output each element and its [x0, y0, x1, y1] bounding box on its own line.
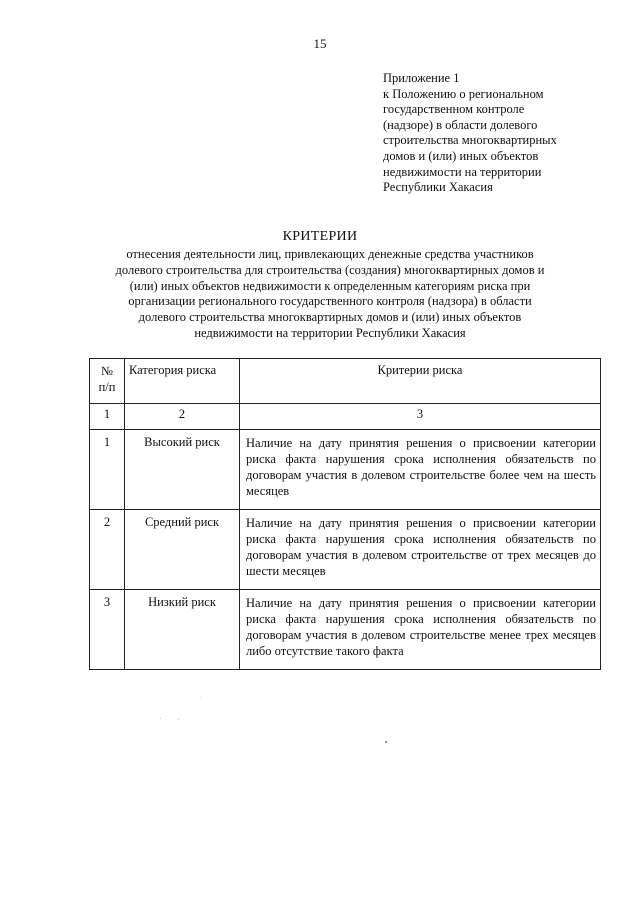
- risk-criteria: Наличие на дату принятия решения о присвоении категории риска факта нарушения срока исполнения обязательств по договорам участия в долевом строительстве более чем на шесть месяцев: [240, 430, 601, 510]
- scan-speck: [160, 718, 161, 719]
- appendix-line: недвижимости на территории: [383, 164, 542, 179]
- table-row: [90, 590, 601, 670]
- document-title: КРИТЕРИИ: [282, 229, 358, 244]
- appendix-line: Приложение 1: [383, 71, 460, 85]
- subtitle-line: отнесения деятельности лиц, привлекающих денежные средства участников: [126, 247, 534, 261]
- subtitle-line: долевого строительства для строительства (создания) многоквартирных домов и: [115, 262, 545, 277]
- risk-criteria: Наличие на дату принятия решения о присвоении категории риска факта нарушения срока исполнения обязательств по договорам участия в долевом строительстве менее трех месяцев либо отсутствие такого факта: [240, 590, 601, 670]
- row-number: 3: [90, 590, 125, 670]
- scan-speck: [385, 741, 387, 743]
- row-number: 2: [90, 510, 125, 590]
- scan-speck: [178, 719, 179, 720]
- appendix-line: домов и (или) иных объектов: [383, 148, 539, 163]
- header-number-sign: №: [101, 364, 113, 378]
- scan-speck: [200, 697, 201, 698]
- appendix-block: [383, 71, 623, 196]
- header-criteria: Критерии риска: [240, 359, 601, 404]
- subtitle-line: организации регионального государственного контроля (надзора) в области: [128, 294, 532, 309]
- table-row: [90, 510, 601, 590]
- risk-category: Средний риск: [125, 510, 240, 590]
- document-subtitle: [80, 247, 580, 342]
- subtitle-line: недвижимости на территории Республики Хакасия: [194, 325, 466, 340]
- risk-category: Низкий риск: [125, 590, 240, 670]
- appendix-line: (надзоре) в области долевого: [383, 117, 538, 132]
- header-number: [90, 359, 125, 404]
- risk-criteria: Наличие на дату принятия решения о присвоении категории риска факта нарушения срока исполнения обязательств по договорам участия в долевом строительстве от трех месяцев до шести месяцев: [240, 510, 601, 590]
- column-index: 3: [240, 404, 601, 430]
- appendix-line: к Положению о региональном: [383, 86, 544, 101]
- table-row: [90, 430, 601, 510]
- header-category: Категория риска: [125, 359, 240, 404]
- subtitle-line: (или) иных объектов недвижимости к определенным категориям риска при: [129, 278, 531, 293]
- appendix-line: строительства многоквартирных: [383, 133, 557, 148]
- risk-category: Высокий риск: [125, 430, 240, 510]
- appendix-line: Республики Хакасия: [383, 180, 493, 195]
- appendix-line: государственном контроле: [383, 102, 525, 117]
- header-number-abbrev: п/п: [98, 380, 116, 394]
- column-index: 1: [90, 404, 125, 430]
- column-index: 2: [125, 404, 240, 430]
- subtitle-line: долевого строительства многоквартирных домов и (или) иных объектов: [138, 310, 522, 325]
- risk-criteria-table: [89, 358, 601, 670]
- page-number: 15: [313, 36, 327, 51]
- table-index-row: [90, 404, 601, 430]
- table-header-row: [90, 359, 601, 404]
- row-number: 1: [90, 430, 125, 510]
